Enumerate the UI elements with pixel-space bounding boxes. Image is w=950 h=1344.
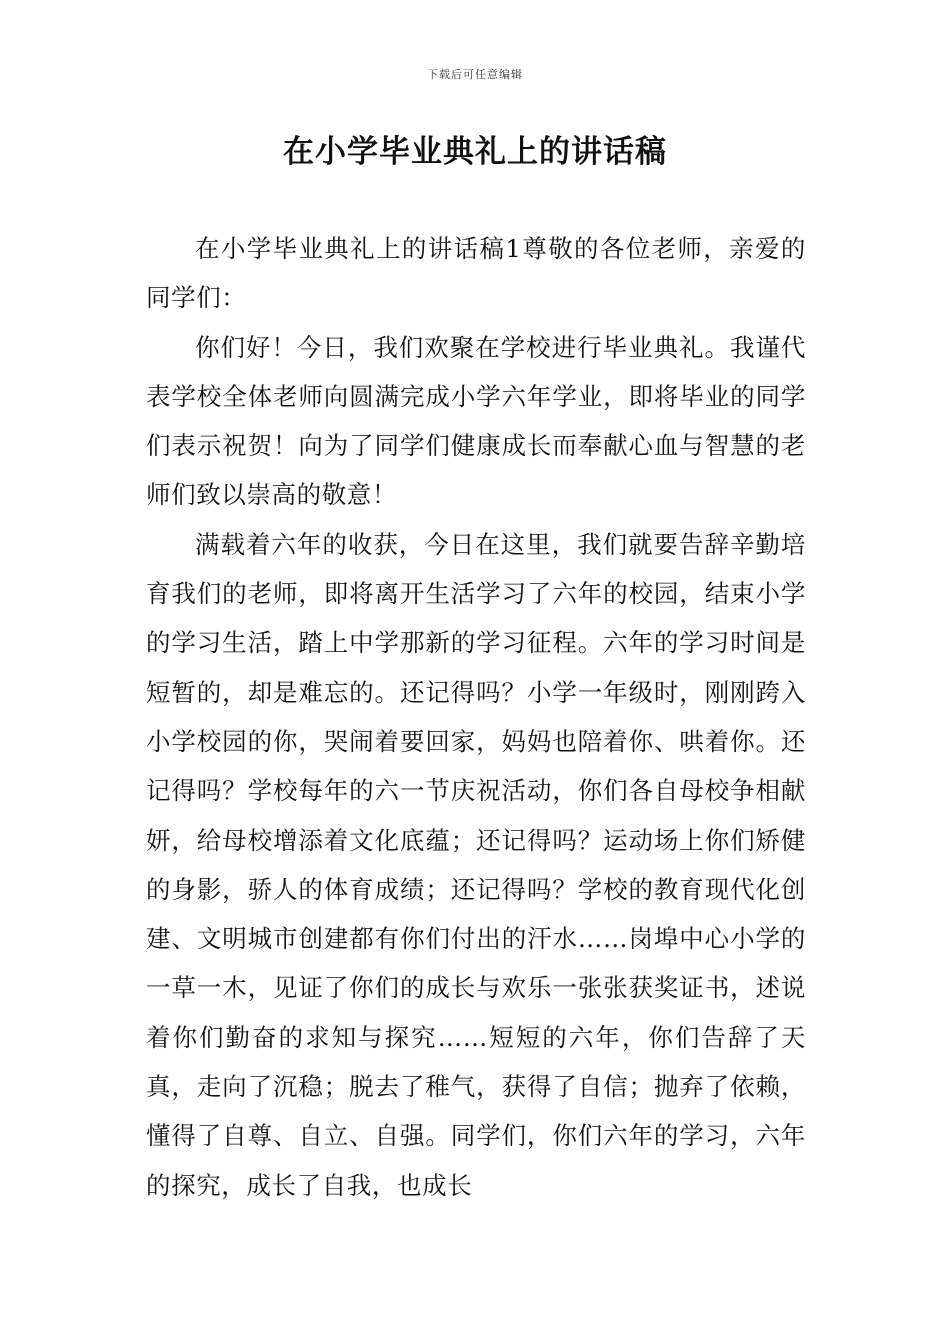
document-body [146, 224, 806, 1210]
paragraph-congratulations: 你们好！今日，我们欢聚在学校进行毕业典礼。我谨代表学校全体老师向圆满完成小学六年学业，即将毕业的同学们表示祝贺！向为了同学们健康成长而奉献心血与智慧的老师们致以崇高的敬意！ [146, 332, 806, 510]
header-note: 下载后可任意编辑 [427, 68, 523, 81]
paragraph-memories: 满载着六年的收获，今日在这里，我们就要告辞辛勤培育我们的老师，即将离开生活学习了六年的校园，结束小学的学习生活，踏上中学那新的学习征程。六年的学习时间是短暂的，却是难忘的。还记得吗？小学一年级时，刚刚跨入小学校园的你，哭闹着要回家，妈妈也陪着你、哄着你。还记得吗？学校每年的六一节庆祝活动，你们各自母校争相献妍，给母校增添着文化底蕴；还记得吗？运动场上你们矫健的身影，骄人的体育成绩；还记得吗？学校的教育现代化创建、文明城市创建都有你们付出的汗水……岗埠中心小学的一草一木，见证了你们的成长与欢乐一张张获奖证书，述说着你们勤奋的求知与探究……短短的六年，你们告辞了天真，走向了沉稳；脱去了稚气，获得了自信；抛弃了依赖，懂得了自尊、自立、自强。同学们，你们六年的学习，六年的探究，成长了自我，也成长 [146, 529, 806, 1200]
paragraph-greeting: 在小学毕业典礼上的讲话稿1尊敬的各位老师，亲爱的同学们： [146, 234, 806, 313]
document-title: 在小学毕业典礼上的讲话稿 [283, 134, 667, 170]
